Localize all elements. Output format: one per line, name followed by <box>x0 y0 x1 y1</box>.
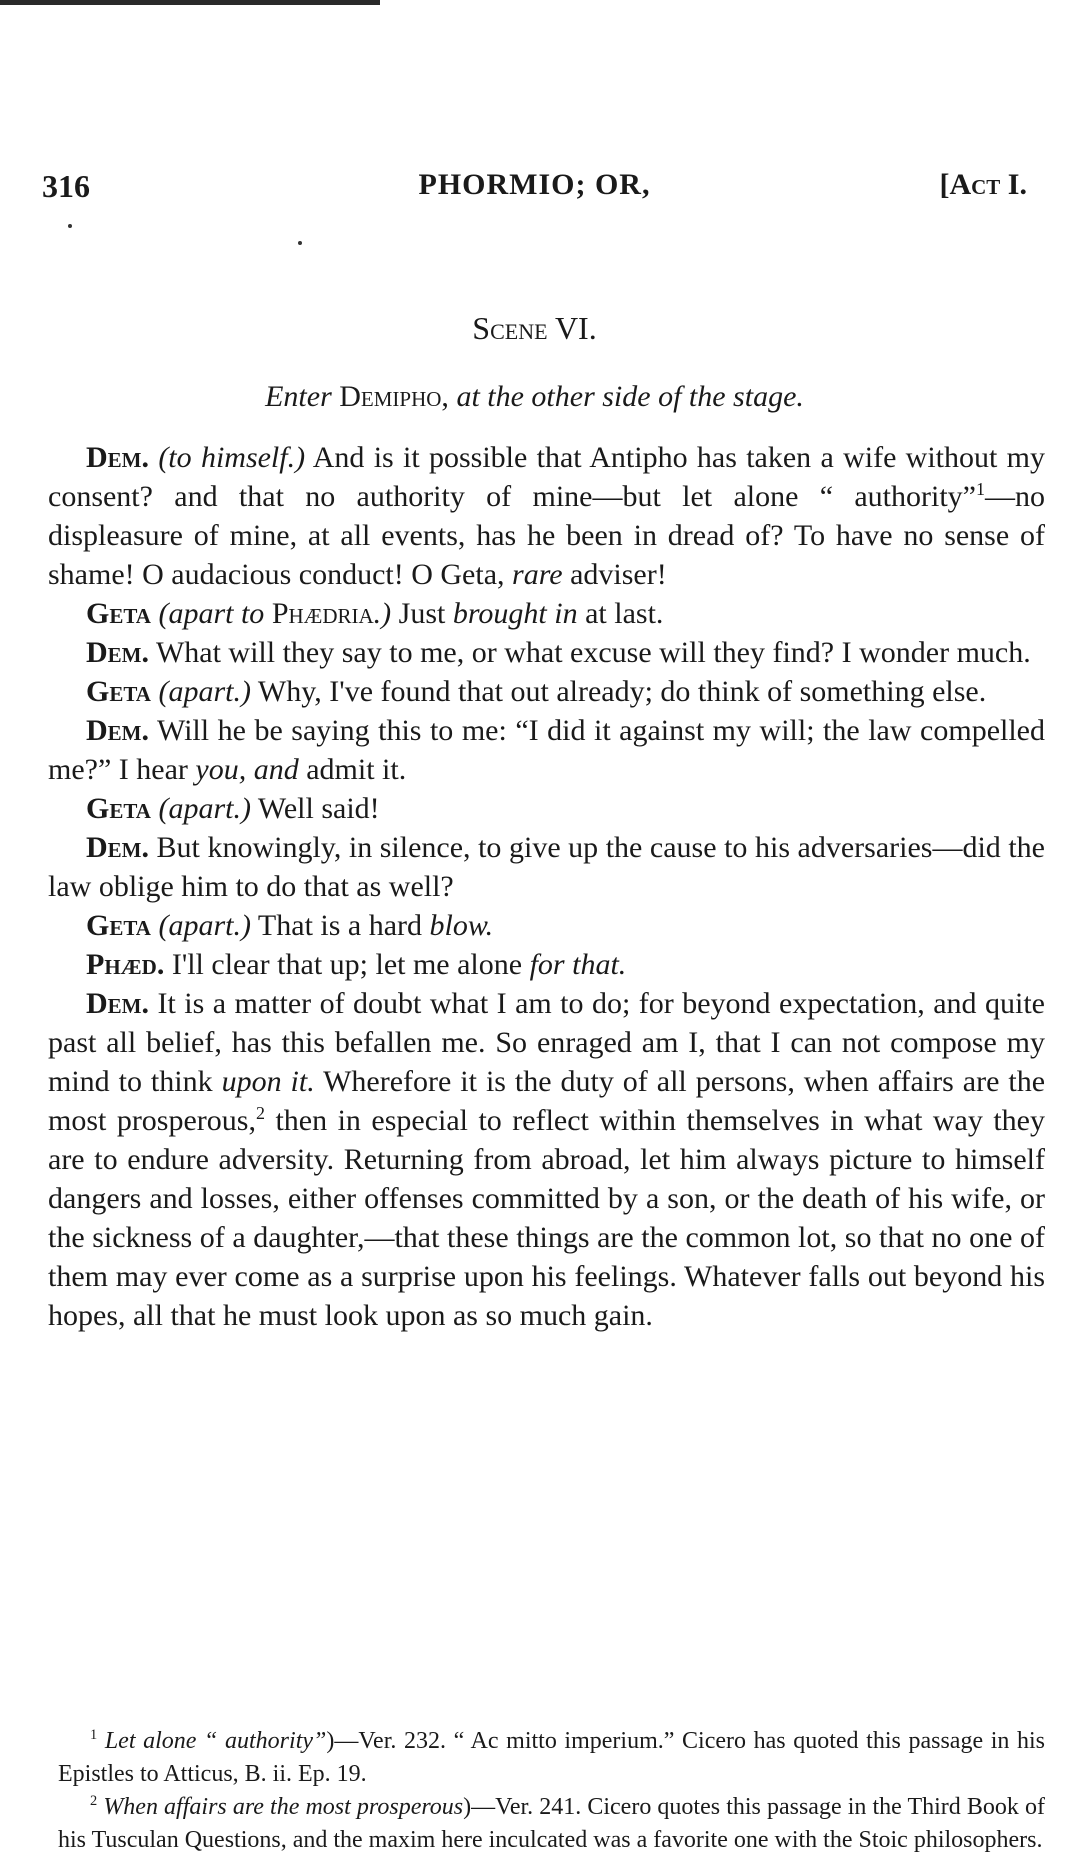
speech <box>48 672 1045 711</box>
top-rule <box>0 0 380 5</box>
speech <box>48 789 1045 828</box>
direction: (apart to <box>158 597 265 630</box>
footnote-ref: 1 <box>976 479 985 499</box>
stage-direction <box>0 380 1069 414</box>
speech-text: then in especial to reflect within themselves in what way they are to endure adversity. Returning from abroad, let him always picture to himself dangers and losses, either offenses committed by a son, or the death of his wife, or the sickness of a daughter,—that these things are the common lot, so that no one of them may ever come as a surprise upon his feelings. Whatever falls out beyond his hopes, all that he must look upon as so much gain. <box>48 1104 1045 1332</box>
speech <box>48 828 1045 906</box>
speck <box>68 224 72 228</box>
speaker: Dem. <box>86 636 149 669</box>
speech-text: Will he be saying this to me: “I did it against my will; the law compelled me?” I hear <box>48 714 1045 786</box>
speaker: Dem. <box>86 441 149 474</box>
footnote-lemma: When affairs are the most prosperous <box>103 1794 464 1820</box>
speech-text: Well said! <box>250 792 380 825</box>
speaker: Dem. <box>86 831 149 864</box>
footnote-lemma: Let alone “ authority” <box>104 1728 327 1754</box>
speech-text: admit it. <box>298 753 407 786</box>
page-number: 316 <box>42 168 90 204</box>
running-header <box>42 168 1027 208</box>
direction: (apart.) <box>158 792 251 825</box>
emphasis: brought in <box>452 597 578 630</box>
footnote-text: )—Ver. 241. Cicero quotes this passage in the Third Book of his Tusculan Questions, and the maxim here inculcated was a favorite one with the Stoic philosophers. <box>58 1794 1045 1853</box>
emphasis: blow. <box>429 909 494 942</box>
speech <box>48 984 1045 1335</box>
direction-character: Phædria <box>271 597 374 630</box>
speech-text: at last. <box>577 597 664 630</box>
speech-text: Just <box>391 597 453 630</box>
stage-enter: Enter <box>265 380 332 413</box>
speech <box>48 438 1045 594</box>
direction: .) <box>373 597 392 630</box>
stage-rest: at the other side of the stage. <box>456 380 804 413</box>
speech <box>48 945 1045 984</box>
footnote-mark: 1 <box>90 1727 98 1743</box>
speaker: Phæd. <box>86 948 165 981</box>
speech-text: —no displeasure of mine, at all events, has he been in dread of? To have no sense of shame! O audacious conduct! O Geta, <box>48 480 1045 591</box>
speaker: Dem. <box>86 987 149 1020</box>
footnote-mark: 2 <box>90 1793 98 1809</box>
speech-text: adviser! <box>562 558 667 591</box>
speech-text: It is a matter of doubt what I am to do; for beyond expectation, and quite past all belief, has this befallen me. So enraged am I, that I can not compose my mind to think <box>48 987 1045 1098</box>
speech <box>48 906 1045 945</box>
speaker: Dem. <box>86 714 149 747</box>
speech-text: And is it possible that Antipho has taken a wife without my consent? and that no authority of mine—but let alone “ authority” <box>48 441 1045 513</box>
speech-text: Wherefore it is the duty of all persons, when affairs are the most prosperous, <box>48 1065 1046 1137</box>
speech <box>48 711 1045 789</box>
speech-text: That is a hard <box>250 909 430 942</box>
emphasis: upon it. <box>221 1065 315 1098</box>
dialogue <box>48 438 1045 1335</box>
emphasis: rare <box>512 558 563 591</box>
speaker: Geta <box>86 792 151 825</box>
emphasis: you, and <box>195 753 299 786</box>
footnote <box>58 1725 1045 1791</box>
act-label: [Act I. <box>939 168 1027 201</box>
running-title: PHORMIO; OR, <box>418 168 651 201</box>
footnote-ref: 2 <box>255 1103 265 1123</box>
footnote <box>58 1791 1045 1857</box>
direction: (apart.) <box>158 675 251 708</box>
speaker: Geta <box>86 597 151 630</box>
direction: (to himself.) <box>158 441 306 474</box>
stage-character: Demipho, <box>339 380 449 413</box>
direction: (apart.) <box>158 909 251 942</box>
footnotes <box>58 1725 1045 1857</box>
speech-text: What will they say to me, or what excuse will they find? I wonder much. <box>149 636 1031 669</box>
speech-text: But knowingly, in silence, to give up the cause to his adversaries—did the law oblige him to do that as well? <box>48 831 1045 903</box>
speaker: Geta <box>86 909 151 942</box>
emphasis: for that. <box>529 948 627 981</box>
speech <box>48 594 1045 633</box>
speech <box>48 633 1045 672</box>
footnote-text: )—Ver. 232. “ Ac mitto imperium.” Cicero has quoted this passage in his Epistles to Atticus, B. ii. Ep. 19. <box>58 1728 1046 1787</box>
speech-text: I'll clear that up; let me alone <box>164 948 530 981</box>
scene-heading: Scene VI. <box>472 310 597 346</box>
speck <box>298 241 302 245</box>
speaker: Geta <box>86 675 151 708</box>
speech-text: Why, I've found that out already; do think of something else. <box>250 675 987 708</box>
